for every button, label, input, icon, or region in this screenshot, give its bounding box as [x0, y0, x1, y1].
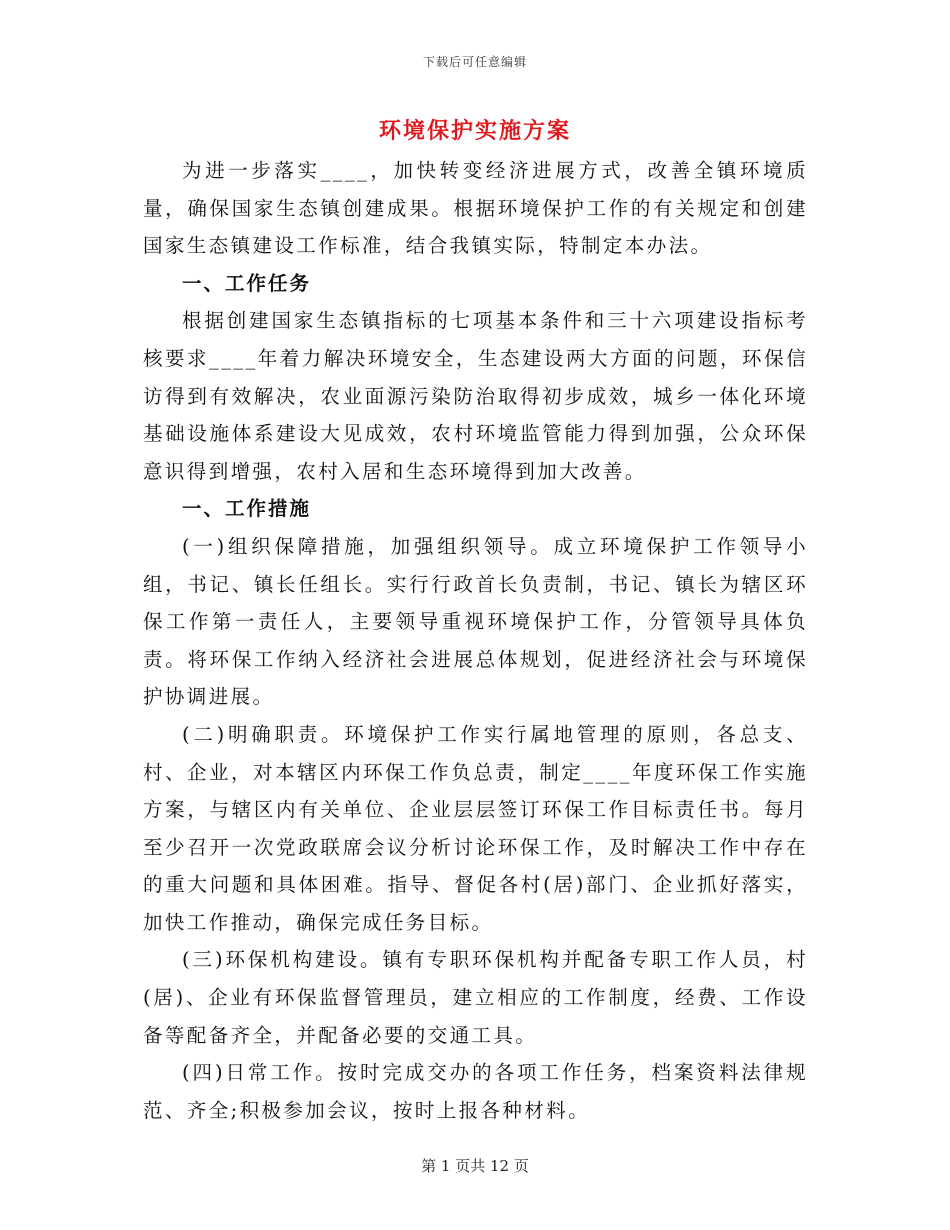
section-heading-tasks: 一、工作任务: [182, 271, 312, 295]
document-body: [143, 152, 808, 1129]
measure-paragraph-3: (三)环保机构建设。镇有专职环保机构并配备专职工作人员，村(居)、企业有环保监督管理员，建立相应的工作制度，经费、工作设备等配备齐全，并配备必要的交通工具。: [143, 948, 808, 1047]
measure-paragraph-1: (一)组织保障措施，加强组织领导。成立环境保护工作领导小组，书记、镇长任组长。实行行政首长负责制，书记、镇长为辖区环保工作第一责任人，主要领导重视环境保护工作，分管领导具体负责。将环保工作纳入经济社会进展总体规划，促进经济社会与环境保护协调进展。: [143, 534, 808, 709]
section-heading-measures: 一、工作措施: [182, 497, 312, 521]
document-title: 环境保护实施方案: [378, 118, 571, 144]
tasks-paragraph: 根据创建国家生态镇指标的七项基本条件和三十六项建设指标考核要求____年着力解决环境安全，生态建设两大方面的问题，环保信访得到有效解决，农业面源污染防治取得初步成效，城乡一体化环境基础设施体系建设大见成效，农村环境监管能力得到加强，公众环保意识得到增强，农村入居和生态环境得到加大改善。: [143, 309, 808, 483]
header-note: 下载后可任意编辑: [422, 55, 527, 69]
page-footer: 第 1 页共 12 页: [421, 1157, 529, 1175]
measure-paragraph-4: (四)日常工作。按时完成交办的各项工作任务，档案资料法律规范、齐全;积极参加会议，按时上报各种材料。: [143, 1061, 808, 1122]
measure-paragraph-2: (二)明确职责。环境保护工作实行属地管理的原则，各总支、村、企业，对本辖区内环保工作负总责，制定____年度环保工作实施方案，与辖区内有关单位、企业层层签订环保工作目标责任书。每月至少召开一次党政联席会议分析讨论环保工作，及时解决工作中存在的重大问题和具体困难。指导、督促各村(居)部门、企业抓好落实，加快工作推动，确保完成任务目标。: [143, 722, 808, 934]
intro-paragraph: 为进一步落实____，加快转变经济进展方式，改善全镇环境质量，确保国家生态镇创建成果。根据环境保护工作的有关规定和创建国家生态镇建设工作标准，结合我镇实际，特制定本办法。: [143, 159, 808, 258]
